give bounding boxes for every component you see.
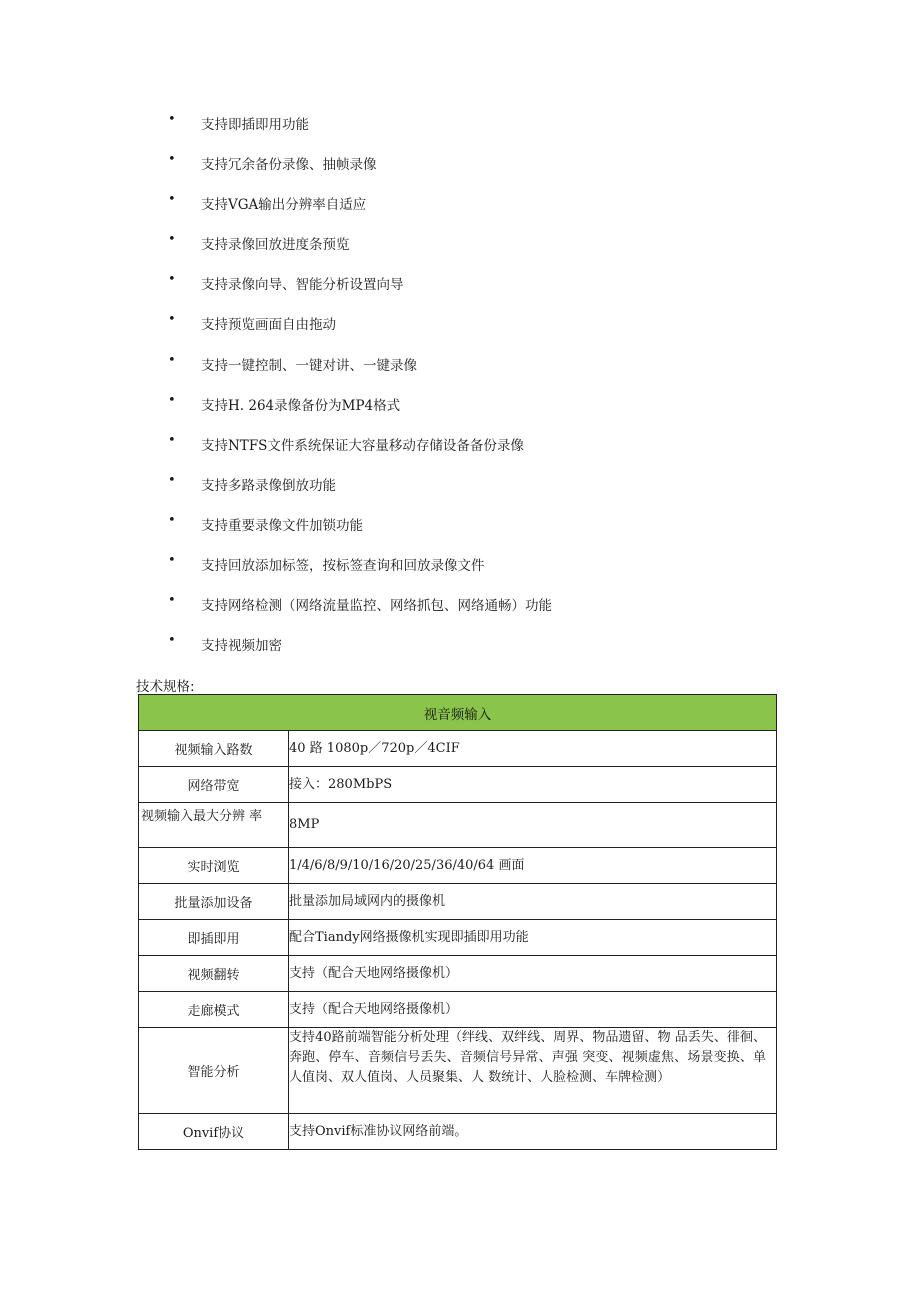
row-label: 即插即用	[139, 920, 289, 956]
feature-text: 支持多路录像倒放功能	[201, 477, 336, 494]
table-row	[139, 767, 777, 803]
feature-text: 支持录像回放进度条预览	[201, 237, 350, 254]
list-item	[0, 343, 920, 383]
bullet-icon: •	[168, 312, 176, 328]
table-row	[139, 920, 777, 956]
bullet-icon: •	[168, 633, 176, 649]
table-row	[139, 992, 777, 1028]
row-value: 批量添加局域网内的摄像机	[289, 884, 777, 920]
feature-text: 支持回放添加标签，按标签查询和回放录像文件	[201, 558, 485, 575]
list-item	[0, 543, 920, 583]
row-label: Onvif协议	[139, 1114, 289, 1150]
row-value: 40 路 1080p／720p／4CIF	[289, 731, 777, 767]
row-label: 智能分析	[139, 1028, 289, 1114]
bullet-icon: •	[168, 232, 176, 248]
bullet-icon: •	[168, 152, 176, 168]
table-row	[139, 1028, 777, 1114]
row-value: 接入：280MbPS	[289, 767, 777, 803]
bullet-icon: •	[168, 512, 176, 528]
feature-text: 支持一键控制、一键对讲、一键录像	[201, 357, 417, 374]
list-item	[0, 142, 920, 182]
list-item	[0, 503, 920, 543]
feature-text: 支持冗余备份录像、抽帧录像	[201, 157, 377, 174]
row-value: 8MP	[289, 803, 777, 848]
row-value: 1/4/6/8/9/10/16/20/25/36/40/64 画面	[289, 848, 777, 884]
bullet-icon: •	[168, 553, 176, 569]
table-row	[139, 884, 777, 920]
table-header: 视音频输入	[139, 695, 777, 731]
bullet-icon: •	[168, 392, 176, 408]
list-item	[0, 583, 920, 623]
feature-text: 支持NTFS文件系统保证大容量移动存储设备备份录像	[201, 437, 524, 454]
feature-text: 支持VGA输出分辨率自适应	[201, 197, 367, 214]
feature-text: 支持网络检测（网络流量监控、网络抓包、网络通畅）功能	[201, 598, 552, 615]
feature-text: 支持H. 264录像备份为MP4格式	[201, 397, 401, 414]
bullet-icon: •	[168, 593, 176, 609]
bullet-icon: •	[168, 472, 176, 488]
table-row	[139, 731, 777, 767]
list-item	[0, 463, 920, 503]
list-item	[0, 302, 920, 342]
row-label: 走廊模式	[139, 992, 289, 1028]
list-item	[0, 623, 920, 663]
feature-text: 支持视频加密	[201, 638, 282, 655]
row-label: 视频输入最大分辨 率	[139, 803, 289, 848]
feature-text: 支持重要录像文件加锁功能	[201, 517, 363, 534]
bullet-icon: •	[168, 192, 176, 208]
row-value: 配合Tiandy网络摄像机实现即插即用功能	[289, 920, 777, 956]
row-label: 视频输入路数	[139, 731, 289, 767]
bullet-icon: •	[168, 432, 176, 448]
bullet-icon: •	[168, 352, 176, 368]
list-item	[0, 182, 920, 222]
bullet-icon: •	[168, 272, 176, 288]
feature-list	[0, 102, 920, 663]
bullet-icon: •	[168, 112, 176, 127]
row-label: 批量添加设备	[139, 884, 289, 920]
spec-table	[138, 694, 777, 1150]
list-item	[0, 423, 920, 463]
row-value: 支持（配合天地网络摄像机）	[289, 992, 777, 1028]
row-value: 支持40路前端智能分析处理（绊线、双绊线、周界、物品遗留、物 品丢失、徘徊、奔跑、停车、音频信号丢失、音频信号异常、声强 突变、视频虚焦、场景变换、单人值岗、双人值岗、人员聚集、人 数统计、人脸检测、车牌检测）	[289, 1028, 777, 1114]
list-item	[0, 262, 920, 302]
spec-heading: 技术规格:	[136, 679, 195, 695]
list-item	[0, 102, 920, 142]
row-label: 实时浏览	[139, 848, 289, 884]
feature-text: 支持录像向导、智能分析设置向导	[201, 277, 404, 294]
feature-text: 支持预览画面自由拖动	[201, 317, 336, 334]
table-row	[139, 1114, 777, 1150]
feature-text: 支持即插即用功能	[201, 117, 309, 133]
list-item	[0, 222, 920, 262]
table-row	[139, 956, 777, 992]
table-row	[139, 803, 777, 848]
row-value: 支持（配合天地网络摄像机）	[289, 956, 777, 992]
table-row	[139, 848, 777, 884]
list-item	[0, 383, 920, 423]
row-value: 支持Onvif标准协议网络前端。	[289, 1114, 777, 1150]
row-label: 视频翻转	[139, 956, 289, 992]
row-label: 网络带宽	[139, 767, 289, 803]
